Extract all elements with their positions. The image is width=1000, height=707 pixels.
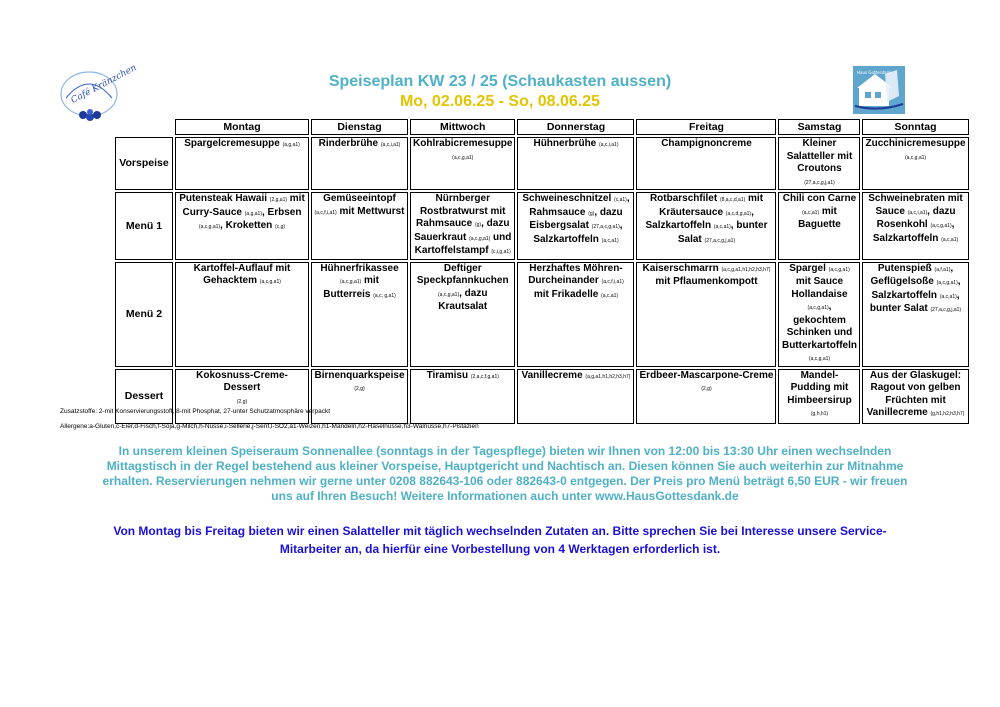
dish-text: , Salzkartoffeln <box>872 219 955 244</box>
allergen-codes: (2,g) <box>701 386 712 392</box>
dish-cell <box>410 137 515 190</box>
allergen-codes: (a,c,d,g,a1) <box>725 210 752 217</box>
dish-cell <box>778 192 860 260</box>
day-header: Sonntag <box>862 119 968 135</box>
dish-text: mit Baguette <box>798 205 841 230</box>
allergen-codes: (a,c,g,a1) <box>259 279 281 285</box>
dish-cell <box>778 369 860 424</box>
dish-text: Zucchinicremesuppe <box>865 138 966 149</box>
allergen-codes: (a,c,a1) <box>601 292 619 299</box>
menu-table <box>113 117 971 426</box>
allergen-codes: (27,a,c,g,j,a1) <box>704 237 736 244</box>
date-range: Mo, 02.06.25 - So, 08.06.25 <box>399 93 601 110</box>
info-paragraph: In unserem kleinen Speiseraum Sonnenallee (sonntags in der Tagespflege) bieten wir Ihnen von 12:00 bis 13:30 Uhr einen wechselnden Mittagstisch in der Regel bestehend aus kleiner Vorspeise, Hauptgericht und Nachtisch an. Diesen können Sie auch weiterhin zur Mitnahme erhalten. Reservierungen nehmen wir gerne unter 0208 882643-106 oder 882643-0 entgegen. Der Preis pro Menü beträgt 6,50 EUR - wir freuen uns auf Ihren Besuch! Weitere Informationen auch unter www.HausGottesdank.de <box>102 444 908 503</box>
dish-cell <box>636 137 776 190</box>
allergen-codes: (a,c,g,a1) <box>936 280 958 286</box>
allergen-codes: (c,a1) <box>614 197 627 203</box>
allergen-codes: (a,g,a1,h1,h2,h3,h7) <box>585 373 631 380</box>
dish-text: Birnenquarkspeise <box>314 369 405 381</box>
allergen-codes: (a,c,g,a1) <box>438 291 460 298</box>
day-header: Dienstag <box>311 119 408 135</box>
dish-cell <box>636 192 776 260</box>
allergen-codes: (a,g,a1) <box>244 210 262 217</box>
dish-text: Gemüseeintopf <box>323 193 396 204</box>
dish-text: Champignoncreme <box>661 138 752 149</box>
allergen-codes: (a,c,a1) <box>802 209 820 216</box>
dish-cell <box>311 369 408 424</box>
allergen-codes: (2,g,a1) <box>269 197 288 203</box>
dish-cell <box>636 369 776 424</box>
day-header: Donnerstag <box>517 119 634 135</box>
dish-cell <box>410 192 515 260</box>
dish-text: Nürnberger Rostbratwurst mit Rahmsauce <box>416 193 506 229</box>
dish-text: mit Kräutersauce <box>659 193 764 218</box>
allergen-codes: (g) <box>474 222 482 228</box>
day-header: Mittwoch <box>410 119 515 135</box>
salad-notice: Von Montag bis Freitag bieten wir einen Salatteller mit täglich wechselnden Zutaten an. Bitte sprechen Sie bei Interesse unsere Service-Mitarbeiter an, da hierfür eine Vorbestellung von 4 Werktagen erforderlich ist. <box>113 524 887 556</box>
allergen-codes: (a,c,a1) <box>939 293 957 300</box>
allergen-codes: (a,c,g,a1) <box>340 279 362 285</box>
dish-text: mit Pflaumenkompott <box>655 276 758 287</box>
allergen-codes: (c,i,g,a1) <box>491 249 511 255</box>
dish-text: , dazu Eisbergsalat <box>529 206 623 231</box>
dish-text: Vanillecreme <box>521 369 586 381</box>
row-label: Dessert <box>115 369 173 424</box>
dish-cell <box>517 192 634 260</box>
dish-text: mit Frikadelle <box>533 288 602 300</box>
dish-cell <box>175 137 309 190</box>
dish-text: , Erbsen <box>262 206 302 218</box>
dish-text: Kartoffel-Auflauf mit Gehacktem <box>193 262 291 286</box>
dish-text: , Salzkartoffeln <box>645 206 754 231</box>
dish-text: Hühnerfrikassee <box>320 262 399 274</box>
allergen-codes: (a,c,g,a1) <box>930 223 952 229</box>
dish-cell <box>862 192 968 260</box>
dish-text: Kohlrabicremesuppe <box>413 138 513 149</box>
allergen-codes: (g) <box>588 210 595 217</box>
dish-text: , Rahmsauce <box>529 193 630 218</box>
allergen-codes: (8,a,c,d,a1) <box>719 197 746 203</box>
menu-row <box>115 369 969 424</box>
dish-text: , Salzkartoffeln <box>871 276 961 301</box>
dish-text: Butterreis <box>323 288 374 300</box>
dish-text: , bunter Salat <box>677 220 768 245</box>
allergen-codes: (a,c,f,i,a1) <box>314 209 337 216</box>
allergen-codes: (2,g) <box>236 398 248 405</box>
allergen-codes: (a,g,a1) <box>282 142 300 148</box>
dish-text: Kaiserschmarrn <box>642 262 722 274</box>
allergen-codes: (a,c, g,a1) <box>373 292 396 299</box>
allergen-codes: (a,c,a1) <box>601 237 619 244</box>
row-label: Vorspeise <box>115 137 173 190</box>
allergen-codes: (a,c,i,a1) <box>380 142 401 148</box>
menu-row <box>115 192 969 260</box>
dish-text: und Kartoffelstampf <box>414 231 512 256</box>
dish-text: Kleiner Salatteller mit Croutons <box>786 138 853 174</box>
page-title: Speiseplan KW 23 / 25 (Schaukasten aussen) <box>328 73 672 90</box>
allergen-codes: (27,a,c,g,j,a1) <box>930 307 962 313</box>
dish-text: Erdbeer-Mascarpone-Creme <box>639 369 774 381</box>
allergen-codes: (a,c,g,a1) <box>904 154 927 161</box>
dish-cell <box>311 192 408 260</box>
day-header: Freitag <box>636 119 776 135</box>
row-label: Menü 1 <box>115 192 173 260</box>
dish-text: Spargelcremesuppe <box>184 138 283 149</box>
additives-note: Zusatzstoffe: 2-mit Konservierungsstoff, 8-mit Phosphat, 27-unter Schutzatmosphäre verpackt <box>60 408 331 415</box>
dish-text: mit Curry-Sauce <box>182 193 305 218</box>
dish-cell <box>862 262 968 367</box>
dish-text: Aus der Glaskugel: Ragout von gelben Früchten mit Vanillecreme <box>866 369 962 418</box>
title-block <box>0 72 1000 112</box>
dish-cell <box>517 262 634 367</box>
dish-text: Mandel-Pudding mit Himbeersirup <box>787 369 852 406</box>
dish-text: Hühnerbrühe <box>533 138 600 149</box>
dish-text: Putensteak Hawaii <box>179 193 270 204</box>
dish-text: , dazu Rosenkohl <box>876 205 956 230</box>
allergen-codes: (c,g) <box>275 224 286 230</box>
allergen-codes: (a,c,i,a1) <box>907 209 928 216</box>
allergen-codes: (g,h,h1) <box>810 411 829 417</box>
dish-text: Tiramisu <box>426 369 471 381</box>
dish-text: , bunter Salat <box>869 289 960 314</box>
dish-cell <box>175 192 309 260</box>
dish-text: Schweineschnitzel <box>522 193 615 204</box>
allergen-codes: (2,a,c,f,g,a1) <box>470 373 499 380</box>
dish-text: , Salzkartoffeln <box>533 220 623 245</box>
allergen-codes: (27,a,c,g,j,a1) <box>804 179 835 186</box>
dish-text: mit <box>361 275 379 286</box>
dish-text: mit Mettwurst <box>336 205 405 217</box>
allergens-note: Allergene:a-Gluten,c-Eier,d-Fisch,f-Soja,g-Milch,h-Nüsse,i-Sellerie,j-Senf,l-SO2,a1-Weizen,h1-Mandeln,h2-Haselnüsse,h3-Walnüsse,h7-Pistazien <box>60 423 479 430</box>
dish-text: Deftiger Speckpfannkuchen <box>416 262 509 286</box>
dish-text: , dazu Krautsalat <box>438 287 488 312</box>
allergen-codes: (a,c,g,a1) <box>198 224 221 230</box>
day-header-row <box>115 119 969 135</box>
dish-text: mit Sauce Hollandaise <box>791 276 848 300</box>
allergen-codes: (a,c,g,a1) <box>469 235 491 242</box>
dish-text: , dazu Sauerkraut <box>414 218 510 243</box>
dish-cell <box>778 137 860 190</box>
dish-cell <box>410 369 515 424</box>
dish-cell <box>517 137 634 190</box>
day-header: Montag <box>175 119 309 135</box>
allergen-codes: (a,c,g,a1) <box>452 154 474 161</box>
dish-cell <box>862 369 968 424</box>
dish-text: Chili con Carne <box>782 193 857 204</box>
allergen-codes: (27,a,c,g,a1) <box>591 224 620 230</box>
dish-text: Rinderbrühe <box>318 138 381 149</box>
allergen-codes: (a,c,a1) <box>713 224 731 230</box>
dish-text: , Geflügelsoße <box>870 262 954 287</box>
allergen-codes: (a,c,f,i,a1) <box>601 279 624 285</box>
dish-text: Schweinebraten mit Sauce <box>868 193 963 217</box>
dish-cell <box>410 262 515 367</box>
dish-text: Spargel <box>789 262 829 274</box>
dish-cell <box>636 262 776 367</box>
allergen-codes: (a,f,a1) <box>934 266 951 273</box>
svg-text:Haus Gottesdank: Haus Gottesdank <box>857 70 892 75</box>
dish-cell <box>778 262 860 367</box>
row-label: Menü 2 <box>115 262 173 367</box>
dish-text: Putenspieß <box>877 262 935 274</box>
allergen-codes: (a,c,g,a1) <box>807 305 829 311</box>
dish-text: Herzhaftes Möhren-Durcheinander <box>528 262 623 286</box>
menu-row <box>115 262 969 367</box>
corner-cell <box>115 119 173 135</box>
day-header: Samstag <box>778 119 860 135</box>
dish-text: , Kroketten <box>220 220 276 231</box>
dish-cell <box>862 137 968 190</box>
allergen-codes: (a,c,g,a1) <box>828 266 850 273</box>
allergen-codes: (a,c,g,a1) <box>808 356 831 362</box>
dish-text: , gekochtem Schinken und Butterkartoffeln <box>781 301 857 351</box>
dish-cell <box>175 262 309 367</box>
dish-cell <box>517 369 634 424</box>
allergen-codes: (g,h1,h2,h3,h7) <box>930 411 965 417</box>
menu-row <box>115 137 969 190</box>
menu-table-body <box>115 137 969 424</box>
dish-text: Rotbarschfilet <box>649 193 720 204</box>
dish-cell <box>311 137 408 190</box>
allergen-codes: (a,c,g,a1,h1,h2,h3,h7) <box>721 266 771 273</box>
allergen-codes: (2,g) <box>354 386 365 392</box>
dish-cell <box>311 262 408 367</box>
svg-text:Café Kränzchen: Café Kränzchen <box>69 62 139 106</box>
allergen-codes: (a,c,i,a1) <box>599 142 619 148</box>
dish-text: Kokosnuss-Creme-Dessert <box>196 369 288 393</box>
dish-cell <box>175 369 309 424</box>
allergen-codes: (a,c,a1) <box>941 236 959 243</box>
